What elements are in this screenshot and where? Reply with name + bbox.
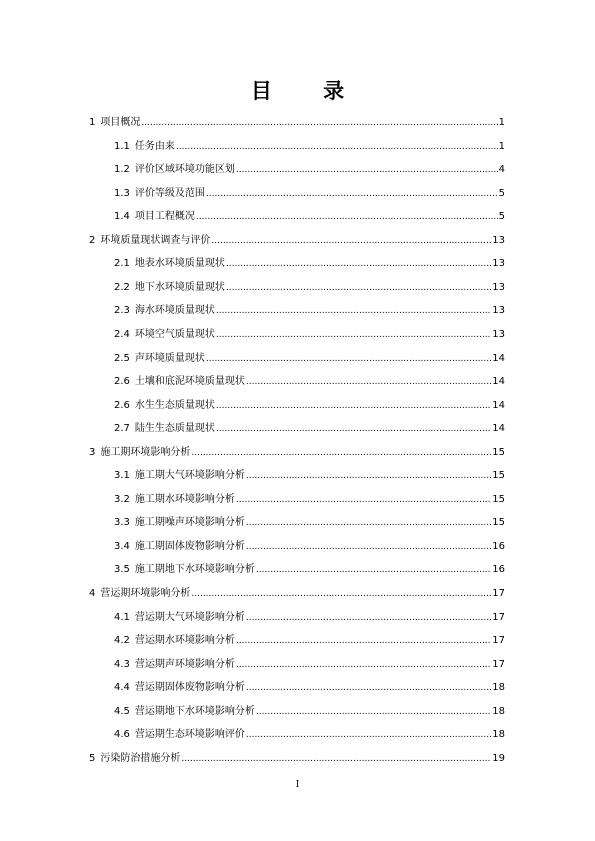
toc-dot-leader [206,186,498,202]
toc-entry-page: 15 [492,517,505,529]
toc-entry-section[interactable] [114,351,505,367]
toc-entry-title: 营运期大气环境影响分析 [134,611,245,623]
toc-entry-section[interactable] [114,515,505,531]
toc-entry-title: 营运期声环境影响分析 [134,658,235,670]
toc-entry-title: 污染防治措施分析 [100,752,181,764]
toc-entry-title: 陆生生态质量现状 [134,423,215,435]
toc-entry-title: 施工期地下水环境影响分析 [134,564,255,576]
toc-dot-leader [181,751,491,767]
toc-dot-leader [246,610,491,626]
toc-entry-page: 17 [492,658,505,670]
toc-entry-page: 13 [492,305,505,317]
toc-dot-leader [196,209,498,225]
toc-entry-number: 4.2 [114,635,130,647]
toc-entry-page: 18 [492,705,505,717]
toc-entry-section[interactable] [114,303,505,319]
toc-entry-section[interactable] [114,468,505,484]
toc-entry-number: 1.3 [114,187,130,199]
toc-entry-number: 4.6 [114,729,130,741]
toc-entry-page: 13 [492,258,505,270]
toc-entry-section[interactable] [114,162,505,178]
toc-entry-number: 2.6 [114,376,130,388]
toc-entry-chapter[interactable] [89,445,505,461]
toc-entry-number: 3.2 [114,493,130,505]
toc-dot-leader [211,233,491,249]
toc-dot-leader [216,398,491,414]
toc-entry-page: 14 [492,376,505,388]
toc-entry-section[interactable] [114,398,505,414]
toc-entry-title: 施工期固体废物影响分析 [134,540,245,552]
toc-entry-number: 2.5 [114,352,130,364]
toc-dot-leader [141,115,497,131]
toc-dot-leader [236,633,491,649]
toc-entry-section[interactable] [114,704,505,720]
toc-entry-page: 16 [492,540,505,552]
toc-entry-number: 3.3 [114,517,130,529]
toc-entry-section[interactable] [114,209,505,225]
toc-entry-number: 4 [89,588,96,599]
toc-entry-number: 3.5 [114,564,130,576]
toc-entry-title: 土壤和底泥环境质量现状 [134,376,245,388]
toc-entry-page: 5 [498,187,505,199]
toc-entry-section[interactable] [114,562,505,578]
toc-entry-page: 17 [492,588,505,599]
toc-entry-page: 16 [492,564,505,576]
toc-entry-section[interactable] [114,280,505,296]
toc-entry-page: 13 [492,234,505,246]
toc-entry-page: 5 [498,211,505,223]
toc-dot-leader [246,680,491,696]
toc-entry-title: 海水环境质量现状 [134,305,215,317]
toc-entry-title: 环境质量现状调查与评价 [100,234,211,246]
page-number: I [295,780,300,790]
toc-entry-number: 2.3 [114,305,130,317]
toc-entry-number: 2.6 [114,399,130,411]
toc-entry-section[interactable] [114,539,505,555]
toc-entry-page: 18 [492,729,505,741]
toc-dot-leader [176,139,498,155]
toc-entry-number: 3.4 [114,540,130,552]
toc-entry-number: 2.4 [114,328,130,340]
toc-dot-leader [246,515,491,531]
toc-entry-number: 4.3 [114,658,130,670]
toc-entry-title: 评价区域环境功能区划 [134,164,235,176]
toc-entry-page: 14 [492,399,505,411]
toc-entry-chapter[interactable] [89,751,505,767]
toc-entry-page: 15 [492,493,505,505]
toc-entry-title: 营运期水环境影响分析 [134,635,235,647]
toc-dot-leader [206,351,491,367]
toc-entry-section[interactable] [114,256,505,272]
toc-entry-title: 施工期环境影响分析 [100,446,191,458]
toc-entry-page: 18 [492,682,505,694]
toc-entry-section[interactable] [114,680,505,696]
toc-entry-title: 营运期地下水环境影响分析 [134,705,255,717]
toc-dot-leader [236,657,491,673]
toc-dot-leader [236,492,491,508]
toc-entry-section[interactable] [114,657,505,673]
toc-entry-title: 地表水环境质量现状 [134,258,225,270]
toc-entry-section[interactable] [114,492,505,508]
toc-entry-page: 15 [492,446,505,458]
toc-dot-leader [246,468,491,484]
toc-entry-number: 4.4 [114,682,130,694]
toc-entry-title: 地下水环境质量现状 [134,281,225,293]
toc-entry-section[interactable] [114,633,505,649]
toc-dot-leader [191,445,491,461]
toc-dot-leader [226,280,491,296]
toc-entry-page: 1 [498,117,505,128]
toc-entry-page: 17 [492,611,505,623]
toc-dot-leader [256,704,491,720]
toc-entry-title: 评价等级及范围 [134,187,205,199]
toc-entry-title: 营运期生态环境影响评价 [134,729,245,741]
toc-entry-number: 2.2 [114,281,130,293]
toc-dot-leader [226,256,491,272]
toc-entry-page: 15 [492,470,505,482]
toc-dot-leader [216,327,491,343]
toc-entry-section[interactable] [114,139,505,155]
toc-entry-number: 3.1 [114,470,130,482]
toc-dot-leader [191,586,491,602]
toc-entry-number: 4.5 [114,705,130,717]
toc-entry-page: 13 [492,328,505,340]
toc-entry-number: 1.1 [114,140,130,152]
toc-entry-title: 项目工程概况 [134,211,195,223]
toc-entry-number: 1.2 [114,164,130,176]
toc-dot-leader [236,162,498,178]
toc-entry-title: 施工期水环境影响分析 [134,493,235,505]
toc-entry-page: 13 [492,281,505,293]
toc-entry-title: 施工期大气环境影响分析 [134,470,245,482]
toc-entry-chapter[interactable] [89,233,505,249]
toc-dot-leader [246,374,491,390]
toc-entry-chapter[interactable] [89,586,505,602]
toc-entry-section[interactable] [114,421,505,437]
toc-entry-title: 声环境质量现状 [134,352,205,364]
toc-entry-page: 19 [492,752,505,764]
toc-entry-title: 营运期环境影响分析 [100,588,191,599]
toc-entry-number: 4.1 [114,611,130,623]
toc-entry-section[interactable] [114,327,505,343]
toc-entry-section[interactable] [114,727,505,743]
toc-entry-title: 水生生态质量现状 [134,399,215,411]
toc-entry-title: 环境空气质量现状 [134,328,215,340]
page-title: 目 录 [250,78,367,103]
toc-entry-page: 1 [498,140,505,152]
toc-dot-leader [246,539,491,555]
toc-entry-title: 施工期噪声环境影响分析 [134,517,245,529]
toc-dot-leader [256,562,491,578]
toc-entry-number: 1.4 [114,211,130,223]
toc-entry-section[interactable] [114,186,505,202]
toc-dot-leader [246,727,491,743]
toc-entry-page: 14 [492,352,505,364]
toc-entry-title: 项目概况 [100,117,141,128]
toc-entry-number: 3 [89,446,96,458]
toc-entry-chapter[interactable] [89,115,505,131]
toc-entry-page: 4 [498,164,505,176]
toc-entry-number: 5 [89,752,96,764]
toc-entry-section[interactable] [114,374,505,390]
toc-entry-title: 任务由来 [134,140,175,152]
toc-dot-leader [216,421,491,437]
toc-dot-leader [216,303,491,319]
toc-entry-page: 17 [492,635,505,647]
toc-entry-page: 14 [492,423,505,435]
toc-entry-number: 2 [89,234,96,246]
toc-entry-title: 营运期固体废物影响分析 [134,682,245,694]
toc-entry-number: 2.1 [114,258,130,270]
toc-entry-number: 1 [89,117,96,128]
toc-entry-number: 2.7 [114,423,130,435]
toc-entry-section[interactable] [114,610,505,626]
